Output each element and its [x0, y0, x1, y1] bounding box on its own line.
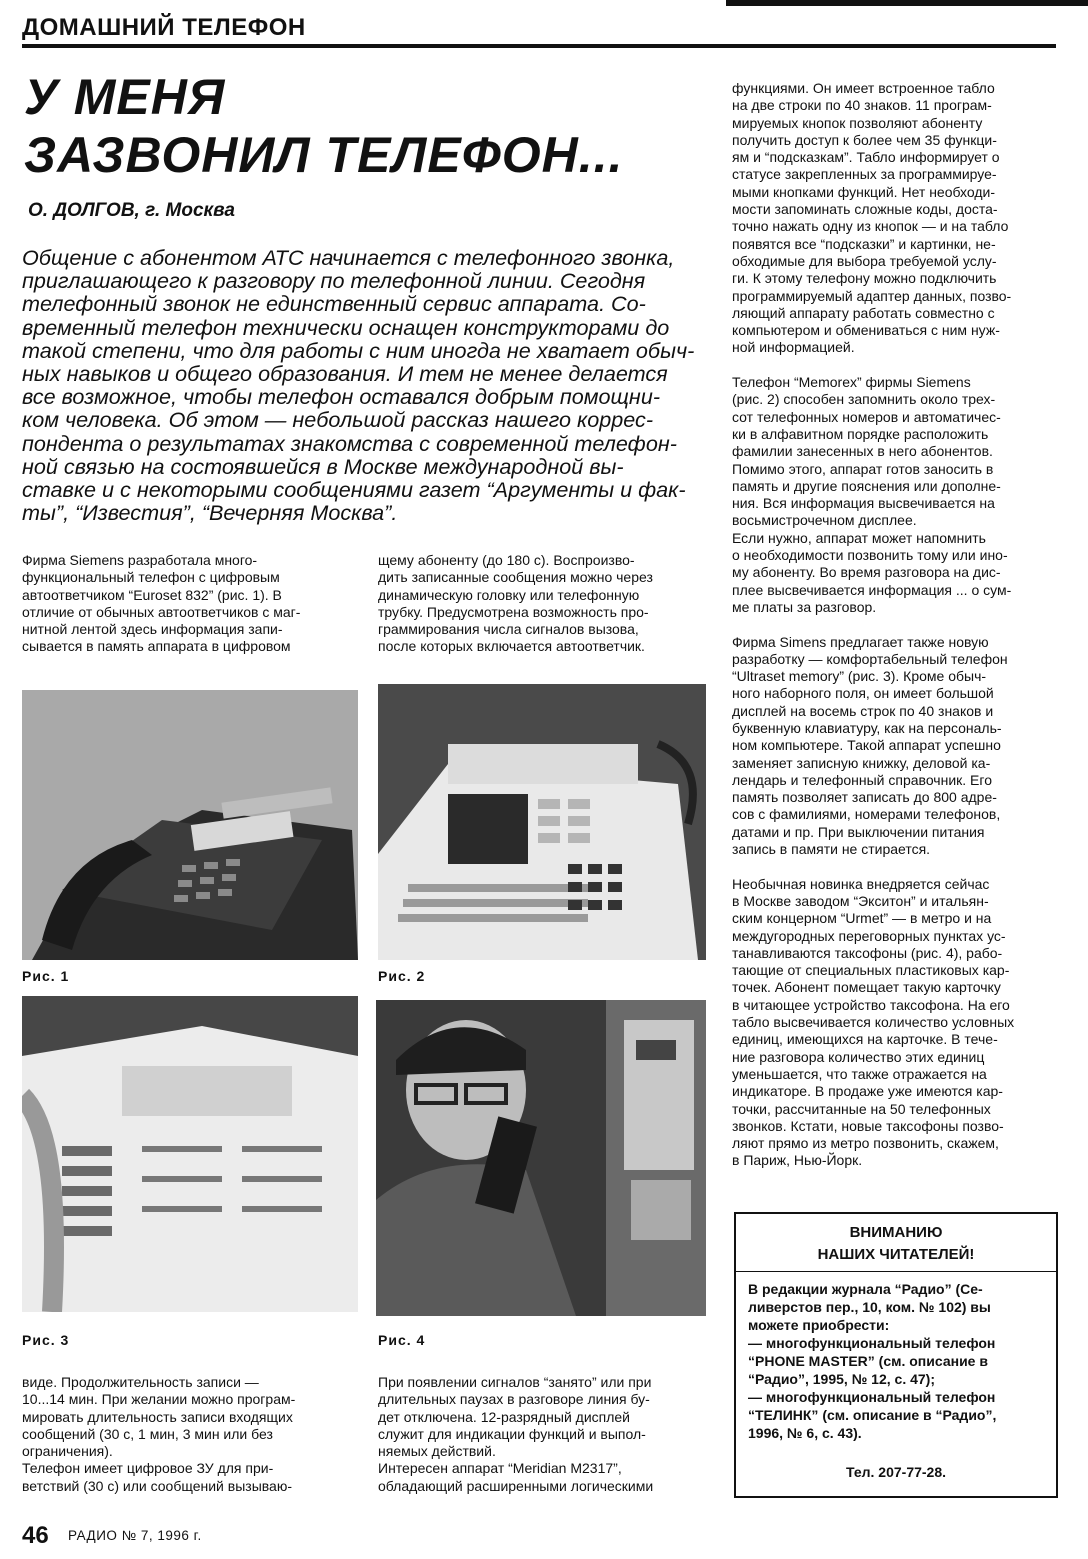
- notice-body: В редакции журнала “Радио” (Се- ливерстов пер., 10, ком. № 102) вы можете приобрести: — многофункциональный телефон “PHONE MASTER” (см. описание в “Радио”, 1995, № 12, с. 47); — многофункциональный телефон “ТЕЛИНК” (см. описание в “Радио”, 1996, № 6, с. 43).: [748, 1281, 997, 1441]
- article-lead: Общение с абонентом АТС начинается с телефонного звонка, приглашающего к разговору по телефонной линии. Сегодня телефонный звонок не единственный сервис аппарата. Со- временный телефон технически оснащен конструкторами до такой степени, что для работы с ним иногда не хватает обыч- ных навыков и общего образования. И тем не менее делается все возможное, чтобы телефон оставался добрым помощни- ком человека. Об этом — небольшой рассказ нашего коррес- пондента о результатах знакомства с современной телефон- ной связью на состоявшейся в Москве международной вы- ставке и с некоторыми сообщениями газет “Аргументы и фак- ты”, “Известия”, “Вечерняя Москва”.: [22, 245, 695, 526]
- section-title: ДОМАШНИЙ ТЕЛЕФОН: [22, 14, 306, 41]
- notice-title-line-2: НАШИХ ЧИТАТЕЛЕЙ!: [817, 1246, 975, 1263]
- column-2-bottom: При появлении сигналов “занято” или при длительных паузах в разговоре линия бу- дет отключена. 12-разрядный дисплей служит для индикации функций и выпол- няемых действий. Интересен аппарат “Meridian M2317”, обладающий расширенными логическими: [378, 1374, 654, 1494]
- notice-phone: Тел. 207-77-28.: [845, 1464, 947, 1480]
- column-2-top: щему абоненту (до 180 с). Воспроизво- дить записанные сообщения можно через динамическую головку или телефонную трубку. Предусмотрена возможность про- граммирования числа сигналов вызова, после которых включается автоответчик.: [378, 552, 653, 655]
- top-rule: [726, 0, 1088, 6]
- column-1-bottom: виде. Продолжительность записи — 10...14 мин. При желании можно програм- мировать длительность записи входящих сообщений (30 с, 1 мин, 3 мин или без ограничения). Телефон имеет цифровое ЗУ для при- ветствий (30 с) или сообщений вызываю-: [22, 1374, 296, 1494]
- section-rule: [22, 44, 1056, 48]
- figure-2-photo: [378, 684, 706, 960]
- figure-3-caption: Рис. 3: [22, 1332, 70, 1348]
- figure-1-caption: Рис. 1: [22, 968, 70, 984]
- magazine-issue: РАДИО № 7, 1996 г.: [68, 1528, 202, 1543]
- readers-notice-box: [734, 1212, 1058, 1498]
- notice-heading: [736, 1214, 1056, 1272]
- column-1-top: Фирма Siemens разработала много- функциональный телефон с цифровым автоответчиком “Euroset 832” (рис. 1). В отличие от обычных автоответчиков с маг- нитной лентой здесь информация запи- сывается в память аппарата в цифровом: [22, 552, 301, 655]
- article-byline: О. ДОЛГОВ, г. Москва: [28, 200, 235, 221]
- page-number: 46: [22, 1522, 49, 1549]
- figure-4-caption: Рис. 4: [378, 1332, 426, 1348]
- figure-1-photo: [22, 690, 358, 960]
- column-3: функциями. Он имеет встроенное табло на две строки по 40 знаков. 11 програм- мируемых кнопок позволяют абоненту получить доступ к более чем 35 функци- ям и “подсказкам”. Табло информирует о статусе закрепленных за программируе- мыми кнопками функций. Нет необходи- мости запоминать сложные коды, доста- точно нажать одну из кнопок — и на табло появятся все “подсказки” и картинки, не- обходимые для выбора требуемой услу- ги. К этому телефону можно подключить программируемый адаптер данных, позво- ляющий аппарату работать совместно с компьютером и обмениваться с ним нуж- ной информацией. Телефон “Memorex” фирмы Siemens (рис. 2) способен запомнить около трех- сот телефонных номеров и автоматичес- ки в алфавитном порядке расположить фамилии занесенных в него абонентов. Помимо этого, аппарат готов заносить в память и другие пояснения или дополне- ния. Вся информация высвечивается на восьмистрочечном дисплее. Если нужно, аппарат может напомнить о необходимости позвонить тому или ино- му абоненту. Во время разговора на дис- плее высвечивается информация ... о сум- ме платы за разговор. Фирма Simens предлагает также новую разработку — комфортабельный телефон “Ultraset memory” (рис. 3). Кроме обыч- ного наборного поля, он имеет большой дисплей на восемь строк по 40 знаков и буквенную клавиатуру, как на персональ- ном компьютере. Такой аппарат успешно заменяет записную книжку, деловой ка- лендарь и телефонный справочник. Его память позволяет записать до 800 адре- сов с фамилиями, номерами телефонов, датами и пр. При выключении питания запись в памяти не стирается. Необычная новинка внедряется сейчас в Москве заводом “Экситон” и итальян- ским концерном “Urmet” — в метро и на междугородных переговорных пунктах ус- танавливаются таксофоны (рис. 4), рабо- тающие от специальных пластиковых кар- точек. Абонент помещает такую карточку в читающее устройство таксофона. На его табло высвечивается количество условных единиц, имеющихся на карточке. В тече- ние разговора количество этих единиц уменьшается, что также отражается на индикаторе. В продаже уже имеются кар- точки, рассчитанные на 50 телефонных звонков. Кстати, новые таксофоны позво- ляют прямо из метро позвонить, скажем, в Париж, Нью-Йорк.: [732, 80, 1015, 1169]
- article-headline: У МЕНЯ ЗАЗВОНИЛ ТЕЛЕФОН...: [24, 69, 624, 183]
- figure-4-photo: [376, 1000, 706, 1316]
- figure-2-caption: Рис. 2: [378, 968, 426, 984]
- notice-title-line-1: ВНИМАНИЮ: [849, 1224, 943, 1241]
- figure-3-photo: [22, 996, 358, 1312]
